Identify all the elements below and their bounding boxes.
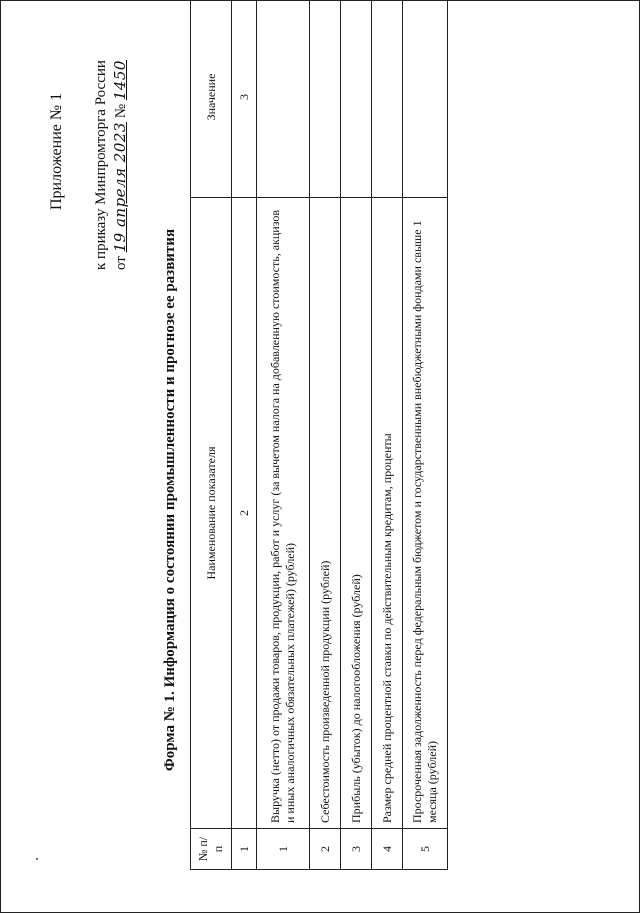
row-number: 3: [341, 829, 372, 870]
order-number-handwritten: 1450: [111, 60, 129, 101]
header-num: № п/п: [191, 829, 232, 870]
table-row: [257, 0, 310, 870]
table-index-row: [232, 0, 257, 870]
row-indicator-name: Прибыль (убыток) до налогообложения (рублей): [341, 198, 372, 829]
table-row: [403, 0, 448, 870]
header-value: Значение: [191, 0, 232, 198]
table-row: [372, 0, 403, 870]
row-indicator-name: Размер средней процентной ставки по действительным кредитам, проценты: [372, 198, 403, 829]
table-header-row: [191, 0, 232, 870]
appendix-label: Приложение № 1: [48, 92, 65, 210]
order-date-handwritten: 19 апреля 2023: [111, 122, 129, 253]
row-value: [257, 0, 310, 198]
form-title: Форма № 1. Информация о состоянии промышленности и прогнозе ее развития: [162, 228, 178, 772]
table-row: [341, 0, 372, 870]
index-cell: 1: [232, 829, 257, 870]
row-indicator-name: Себестоимость произведенной продукции (рублей): [310, 198, 341, 829]
row-value: [372, 0, 403, 198]
row-value: [310, 0, 341, 198]
order-reference-line2: [111, 60, 131, 270]
order-reference-line1: к приказу Минпромторга России: [93, 60, 109, 270]
order-reference: [92, 60, 131, 270]
row-value: [341, 0, 372, 198]
row-indicator-name: Выручка (нетто) от продажи товаров, продукции, работ и услуг (за вычетом налога на добавленную стоимость, акцизов и иных аналогичных обязательных платежей) (рублей): [257, 198, 310, 829]
index-cell: 3: [232, 0, 257, 198]
indicators-table: [190, 0, 448, 870]
order-date-prefix: от: [113, 256, 129, 270]
row-indicator-name: Просроченная задолженность перед федеральным бюджетом и государственными внебюджетными фондами свыше 1 месяца (рублей): [403, 198, 448, 829]
row-number: 5: [403, 829, 448, 870]
order-number-prefix: №: [113, 103, 129, 119]
row-number: 4: [372, 829, 403, 870]
row-value: [403, 0, 448, 198]
header-name: Наименование показателя: [191, 198, 232, 829]
row-number: 2: [310, 829, 341, 870]
table-row: [310, 0, 341, 870]
index-cell: 2: [232, 198, 257, 829]
row-number: 1: [257, 829, 310, 870]
